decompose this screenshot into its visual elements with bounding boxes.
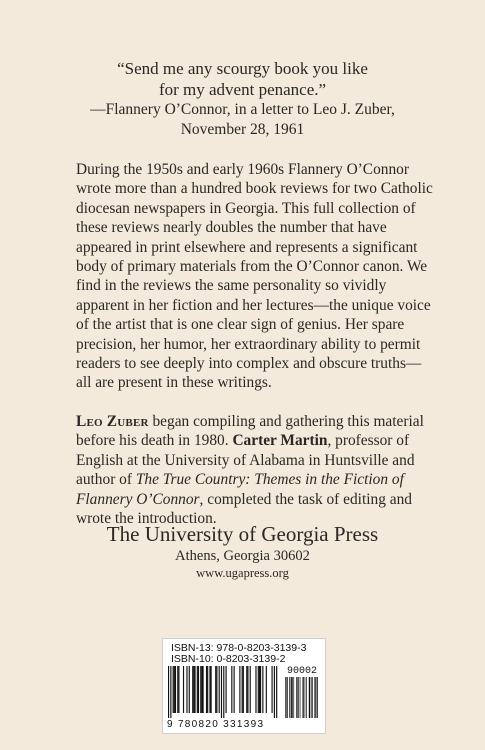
barcode-bar — [183, 666, 184, 713]
barcode-bar — [216, 666, 217, 713]
addon-barcode-bar — [287, 677, 288, 718]
addon-barcode-bar — [292, 677, 293, 718]
barcode-bar — [173, 666, 174, 713]
barcode-bar — [200, 666, 201, 713]
barcode-bar — [272, 666, 273, 713]
book-description: During the 1950s and early 1960s Flannery O’Connor wrote more than a hundred book reviews for two Catholic diocesan newspapers in Georgia. This full collection of these reviews nearly doubles the number that have appeared in print elsewhere and represents a significant body of primary materials from the O’Connor canon. We find in the reviews the same personality so vividly apparent in her fiction and her lectures—the unique voice of the artist that is one clear sign of genius. Her spare precision, her humor, her extraordinary ability to permit readers to see deeply into complex and obscure truths—all are present in these writings. — [76, 161, 433, 392]
addon-barcode-bar — [298, 677, 299, 718]
addon-barcode-bar — [314, 677, 315, 718]
barcode-bar — [168, 666, 169, 718]
addon-barcode-bar — [300, 677, 301, 718]
barcode-bar — [203, 666, 204, 713]
barcode-bar — [246, 666, 247, 713]
epigraph-attribution-line-2: November 28, 1961 — [180, 121, 305, 138]
publisher-url: www.ugapress.org — [196, 566, 289, 580]
addon-barcode-bar — [303, 677, 304, 718]
addon-barcode-bar — [286, 677, 287, 718]
barcode-bar — [193, 666, 194, 713]
barcode-bar — [198, 666, 199, 713]
publisher-name: The University of Georgia Press — [106, 522, 379, 546]
bio-text-3: , completed the task of editing and wrote the introduction. — [76, 490, 412, 528]
contributors-bio — [76, 412, 436, 528]
epigraph-quote-line-2: for my advent penance.” — [158, 80, 327, 99]
barcode-bar — [201, 666, 202, 713]
book-title: The True Country: Themes in the Fiction of Flannery O’Connor — [76, 471, 404, 508]
barcode-bar — [239, 666, 240, 713]
barcode-bar — [260, 666, 261, 713]
addon-barcode-bar — [317, 677, 318, 718]
barcode-bar — [276, 666, 277, 718]
barcode-bar — [177, 666, 178, 713]
barcode-bar — [189, 666, 190, 713]
addon-barcode-bars — [285, 677, 321, 720]
barcode-bar — [234, 666, 235, 713]
ean-digits: 9 780820 331393 — [167, 719, 265, 730]
epigraph-quote-line-1: “Send me any scourgy book you like — [117, 59, 368, 78]
barcode-bar — [266, 666, 267, 713]
barcode-bar — [209, 666, 210, 713]
addon-barcode-bar — [311, 677, 312, 718]
barcode-bar — [255, 666, 256, 713]
barcode-bar — [259, 666, 260, 713]
barcode-bar — [178, 666, 179, 713]
addon-barcode-bar — [291, 677, 292, 718]
publisher-block — [0, 521, 485, 582]
barcode-bar — [207, 666, 208, 713]
barcode-bar — [175, 666, 176, 713]
barcode-bar — [206, 666, 207, 713]
addon-barcode-bar — [291, 677, 292, 718]
barcode-bar — [211, 666, 212, 713]
bio-text-2: , professor of English at the University of Alabama in Huntsville and author of — [76, 432, 415, 489]
price-code-number: 90002 — [287, 666, 318, 677]
ean-barcode-bars — [167, 666, 283, 718]
barcode-bar — [243, 666, 244, 713]
editor-name-martin: Carter Martin — [232, 432, 328, 450]
addon-barcode-bar — [297, 677, 298, 718]
epigraph — [0, 58, 485, 140]
isbn-10-label: ISBN-10: 0-8203-3139-2 — [171, 653, 286, 665]
barcode-bar — [231, 666, 232, 713]
publisher-city: Athens, Georgia 30602 — [175, 548, 310, 564]
barcode-bar — [262, 666, 263, 713]
barcode-bar — [215, 666, 216, 713]
isbn-13-label: ISBN-13: 978-0-8203-3139-3 — [171, 642, 307, 654]
bio-text-1: began compiling and gathering this material before his death in 1980. — [76, 413, 424, 450]
addon-barcode-bar — [312, 677, 313, 718]
barcode-bar — [197, 666, 198, 713]
addon-barcode-bar — [317, 677, 318, 718]
barcode-bar — [221, 666, 222, 718]
author-name-zuber: Leo Zuber — [76, 413, 149, 430]
barcode-bar — [223, 666, 224, 718]
isbn-barcode — [162, 638, 326, 734]
barcode-bar — [226, 666, 227, 713]
addon-barcode-bar — [306, 677, 307, 718]
barcode-bar — [170, 666, 171, 718]
barcode-bar — [186, 666, 187, 713]
barcode-bar — [274, 666, 275, 718]
barcode-bar — [247, 666, 248, 713]
barcode-bar — [250, 666, 251, 713]
addon-barcode-bar — [296, 677, 297, 718]
addon-barcode-bar — [305, 677, 306, 718]
barcode-bar — [192, 666, 193, 713]
barcode-bar — [174, 666, 175, 713]
addon-barcode-bar — [315, 677, 316, 718]
addon-barcode-bar — [293, 677, 294, 718]
barcode-bar — [258, 666, 259, 713]
addon-barcode-bar — [303, 677, 304, 718]
addon-barcode-bar — [310, 677, 311, 718]
barcode-bar — [219, 666, 220, 713]
addon-barcode-bar — [289, 677, 290, 718]
barcode-bar — [242, 666, 243, 713]
barcode-bar — [194, 666, 195, 713]
addon-barcode-bar — [285, 677, 286, 718]
epigraph-attribution-line-1: —Flannery O’Connor, in a letter to Leo J. Zuber, — [90, 101, 395, 118]
addon-barcode-bar — [309, 677, 310, 718]
